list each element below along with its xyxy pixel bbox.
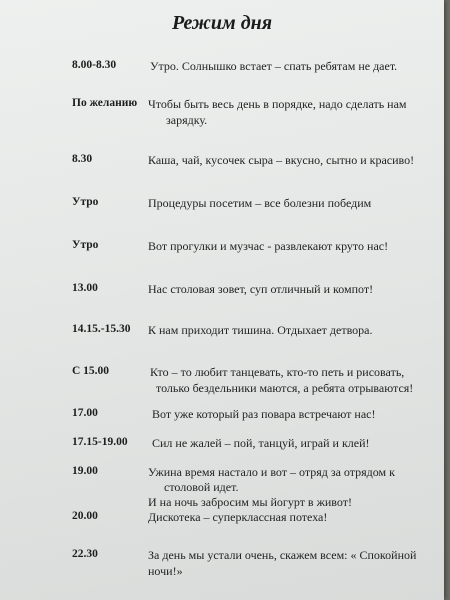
schedule-text: Каша, чай, кусочек сыра – вкусно, сытно и красиво! <box>148 153 415 167</box>
schedule-time: Утро <box>72 239 99 251</box>
schedule-time: Утро <box>72 196 99 208</box>
schedule-time: 22.30 <box>72 548 98 560</box>
schedule-time: По желанию <box>72 97 138 109</box>
page-title: Режим дня <box>171 12 273 34</box>
schedule-text: Кто – то любит танцевать, кто-то петь и рисовать, <box>150 365 405 379</box>
schedule-time: 20.00 <box>72 510 98 522</box>
schedule-text: Нас столовая зовет, суп отличный и компот! <box>148 282 374 296</box>
schedule-text: К нам приходит тишина. Отдыхает детвора. <box>148 323 373 337</box>
schedule-text: только бездельники маются, а ребята отрываются! <box>156 381 414 395</box>
schedule-text: ночи!» <box>148 564 183 578</box>
schedule-text: Ужина время настало и вот – отряд за отрядом к <box>148 465 395 479</box>
schedule-time: 17.15-19.00 <box>72 436 128 448</box>
schedule-text: И на ночь забросим мы йогурт в живот! <box>148 495 352 509</box>
schedule-time: 19.00 <box>72 465 98 477</box>
schedule-text: зарядку. <box>166 113 208 127</box>
schedule-time: 13.00 <box>72 282 98 294</box>
schedule-text: Процедуры посетим – все болезни победим <box>148 196 372 210</box>
schedule-time: 14.15.-15.30 <box>72 323 131 335</box>
schedule-text: Сил не жалей – пой, танцуй, играй и клей! <box>152 436 370 450</box>
schedule-text: Утро. Солнышко встает – спать ребятам не дает. <box>150 59 398 73</box>
schedule-time: 8.30 <box>72 153 93 165</box>
schedule-time: 8.00-8.30 <box>72 59 117 71</box>
schedule-time: 17.00 <box>72 407 98 419</box>
schedule-text: Дискотека – суперклассная потеха! <box>148 510 328 524</box>
schedule-text: За день мы устали очень, скажем всем: « Спокойной <box>148 548 417 562</box>
schedule-text: столовой идет. <box>164 480 239 494</box>
schedule-text: Вот уже который раз повара встречают нас! <box>152 407 376 421</box>
schedule-text: Вот прогулки и музчас - развлекают круто нас! <box>148 239 389 253</box>
schedule-text: Чтобы быть весь день в порядке, надо сделать нам <box>148 97 407 111</box>
schedule-time: С 15.00 <box>72 365 110 377</box>
